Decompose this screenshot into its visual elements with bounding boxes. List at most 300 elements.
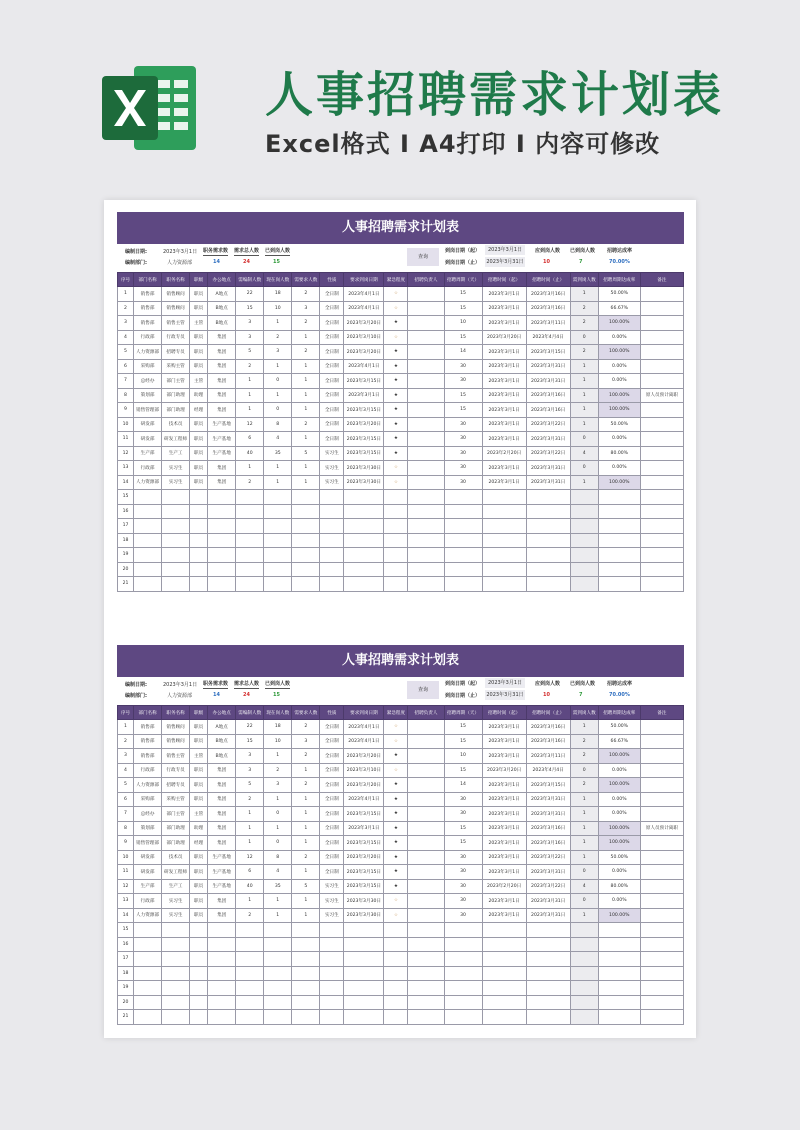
table-cell[interactable]	[292, 562, 320, 577]
table-cell[interactable]	[570, 577, 598, 592]
table-cell[interactable]	[444, 923, 482, 938]
table-cell[interactable]: 技术员	[162, 850, 190, 865]
table-cell[interactable]	[208, 577, 236, 592]
table-cell[interactable]: 2023年3月1日	[482, 865, 526, 880]
table-cell[interactable]: 1	[292, 330, 320, 345]
table-cell[interactable]	[482, 548, 526, 563]
table-cell[interactable]: 2023年3月1日	[482, 734, 526, 749]
table-cell[interactable]	[384, 490, 408, 505]
table-cell[interactable]: 2023年3月16日	[526, 720, 570, 735]
table-cell[interactable]: 5	[236, 345, 264, 360]
table-cell[interactable]: 全日制	[320, 836, 344, 851]
table-cell[interactable]: 6	[118, 359, 134, 374]
table-cell[interactable]: 2	[570, 734, 598, 749]
table-cell[interactable]	[640, 403, 683, 418]
end-date-input[interactable]: 2023年3月31日	[486, 692, 524, 698]
table-cell[interactable]	[640, 807, 683, 822]
table-cell[interactable]: 100.00%	[598, 316, 640, 331]
table-cell[interactable]: 销售主管	[162, 749, 190, 764]
table-cell[interactable]	[408, 446, 444, 461]
table-cell[interactable]: 部门助理	[162, 388, 190, 403]
table-cell[interactable]	[482, 533, 526, 548]
table-cell[interactable]: 总经办	[134, 807, 162, 822]
table-cell[interactable]: 1	[264, 461, 292, 476]
table-cell[interactable]	[408, 792, 444, 807]
table-cell[interactable]	[408, 720, 444, 735]
table-cell[interactable]: 15	[118, 490, 134, 505]
table-cell[interactable]: 集团	[208, 388, 236, 403]
table-cell[interactable]	[134, 952, 162, 967]
urgency-star-icon[interactable]: ☆	[384, 763, 408, 778]
table-cell[interactable]	[408, 403, 444, 418]
table-cell[interactable]: 全日制	[320, 792, 344, 807]
table-cell[interactable]	[264, 548, 292, 563]
table-cell[interactable]	[190, 937, 208, 952]
table-cell[interactable]: 30	[444, 461, 482, 476]
table-cell[interactable]	[408, 359, 444, 374]
table-cell[interactable]	[640, 952, 683, 967]
table-cell[interactable]: 1	[292, 403, 320, 418]
table-cell[interactable]	[292, 981, 320, 996]
table-cell[interactable]	[236, 490, 264, 505]
table-cell[interactable]: 2023年4月1日	[344, 287, 384, 302]
table-cell[interactable]: 2023年3月1日	[482, 778, 526, 793]
table-cell[interactable]: 部门助理	[162, 821, 190, 836]
table-cell[interactable]: 2023年3月22日	[526, 850, 570, 865]
table-cell[interactable]	[526, 577, 570, 592]
table-cell[interactable]: 11	[118, 865, 134, 880]
table-cell[interactable]: 行政部	[134, 763, 162, 778]
table-cell[interactable]: 职员	[190, 763, 208, 778]
table-cell[interactable]: 30	[444, 807, 482, 822]
table-cell[interactable]: 15	[444, 821, 482, 836]
table-cell[interactable]: 2023年3月31日	[526, 894, 570, 909]
table-cell[interactable]: 2023年3月31日	[526, 432, 570, 447]
table-cell[interactable]: 2023年4月1日	[344, 301, 384, 316]
urgency-star-icon[interactable]: ★	[384, 807, 408, 822]
table-cell[interactable]: 2	[292, 316, 320, 331]
table-cell[interactable]: 2023年3月15日	[526, 345, 570, 360]
table-cell[interactable]	[292, 490, 320, 505]
table-cell[interactable]	[408, 937, 444, 952]
query-button[interactable]: 查询	[407, 681, 439, 699]
table-cell[interactable]: 7	[118, 374, 134, 389]
table-cell[interactable]	[444, 995, 482, 1010]
table-cell[interactable]: 全日制	[320, 345, 344, 360]
table-cell[interactable]: 2023年3月20日	[344, 417, 384, 432]
table-cell[interactable]: 销售部	[134, 287, 162, 302]
table-cell[interactable]	[526, 1010, 570, 1025]
table-cell[interactable]	[526, 504, 570, 519]
table-cell[interactable]	[444, 981, 482, 996]
table-cell[interactable]: 职员	[190, 894, 208, 909]
table-cell[interactable]: 部门助理	[162, 836, 190, 851]
table-cell[interactable]	[408, 562, 444, 577]
table-cell[interactable]: 1	[570, 821, 598, 836]
table-cell[interactable]: 行政部	[134, 330, 162, 345]
table-cell[interactable]: 采购主管	[162, 792, 190, 807]
table-cell[interactable]: 15	[444, 301, 482, 316]
table-cell[interactable]	[292, 533, 320, 548]
table-cell[interactable]: 2023年3月1日	[344, 821, 384, 836]
table-cell[interactable]	[640, 432, 683, 447]
table-cell[interactable]: 职员	[190, 287, 208, 302]
table-cell[interactable]: 15	[444, 734, 482, 749]
table-cell[interactable]: 30	[444, 894, 482, 909]
table-cell[interactable]: 0	[570, 461, 598, 476]
table-cell[interactable]: 全日制	[320, 316, 344, 331]
table-cell[interactable]	[444, 952, 482, 967]
table-cell[interactable]	[208, 966, 236, 981]
table-cell[interactable]: 职员	[190, 908, 208, 923]
table-cell[interactable]: 2	[236, 475, 264, 490]
table-cell[interactable]	[320, 966, 344, 981]
table-cell[interactable]	[344, 1010, 384, 1025]
table-cell[interactable]	[162, 533, 190, 548]
table-cell[interactable]: 0	[570, 894, 598, 909]
table-cell[interactable]: 生产部	[134, 879, 162, 894]
table-cell[interactable]: 研发工程师	[162, 865, 190, 880]
table-cell[interactable]	[190, 995, 208, 1010]
urgency-star-icon[interactable]: ★	[384, 821, 408, 836]
table-cell[interactable]: 销售部	[134, 720, 162, 735]
table-cell[interactable]: 3	[264, 778, 292, 793]
table-cell[interactable]	[320, 562, 344, 577]
table-cell[interactable]	[444, 533, 482, 548]
table-cell[interactable]: 100.00%	[598, 403, 640, 418]
table-cell[interactable]	[640, 490, 683, 505]
table-cell[interactable]: 12	[118, 446, 134, 461]
table-cell[interactable]: 采购部	[134, 359, 162, 374]
table-cell[interactable]	[162, 952, 190, 967]
table-cell[interactable]	[162, 519, 190, 534]
table-cell[interactable]: 2023年3月20日	[482, 330, 526, 345]
table-cell[interactable]	[384, 504, 408, 519]
table-cell[interactable]	[482, 937, 526, 952]
table-cell[interactable]	[640, 548, 683, 563]
table-cell[interactable]: 2023年3月31日	[526, 461, 570, 476]
table-cell[interactable]	[640, 879, 683, 894]
table-cell[interactable]: 原人员预计离职	[640, 388, 683, 403]
table-cell[interactable]	[598, 519, 640, 534]
table-cell[interactable]: 8	[118, 821, 134, 836]
table-cell[interactable]: 1	[570, 388, 598, 403]
table-cell[interactable]	[190, 490, 208, 505]
table-cell[interactable]: 实习生	[320, 908, 344, 923]
table-cell[interactable]: 1	[264, 475, 292, 490]
table-cell[interactable]: 1	[236, 807, 264, 822]
table-cell[interactable]: 2023年3月16日	[526, 388, 570, 403]
table-cell[interactable]	[264, 533, 292, 548]
table-cell[interactable]: 0.00%	[598, 807, 640, 822]
table-cell[interactable]	[408, 734, 444, 749]
table-cell[interactable]: 100.00%	[598, 475, 640, 490]
table-cell[interactable]: 1	[236, 821, 264, 836]
table-cell[interactable]	[526, 519, 570, 534]
table-cell[interactable]: 销售部	[134, 749, 162, 764]
table-cell[interactable]	[408, 821, 444, 836]
table-cell[interactable]: 1	[570, 792, 598, 807]
table-cell[interactable]: 2023年3月1日	[482, 417, 526, 432]
table-cell[interactable]: 3	[292, 734, 320, 749]
table-cell[interactable]: 生产基地	[208, 865, 236, 880]
table-cell[interactable]	[598, 533, 640, 548]
table-cell[interactable]	[640, 763, 683, 778]
table-cell[interactable]: 5	[236, 778, 264, 793]
table-cell[interactable]: 50.00%	[598, 850, 640, 865]
table-cell[interactable]: 2	[118, 301, 134, 316]
table-cell[interactable]	[236, 1010, 264, 1025]
table-cell[interactable]	[570, 490, 598, 505]
start-date-input[interactable]: 2023年3月1日	[485, 678, 525, 688]
table-cell[interactable]: 职员	[190, 446, 208, 461]
table-cell[interactable]	[570, 966, 598, 981]
table-cell[interactable]	[640, 374, 683, 389]
table-cell[interactable]: 1	[292, 475, 320, 490]
table-cell[interactable]: 50.00%	[598, 417, 640, 432]
table-cell[interactable]	[444, 966, 482, 981]
table-cell[interactable]	[408, 577, 444, 592]
table-cell[interactable]	[134, 966, 162, 981]
table-cell[interactable]	[344, 923, 384, 938]
table-cell[interactable]: 技术员	[162, 417, 190, 432]
table-cell[interactable]: 2023年3月31日	[526, 908, 570, 923]
table-cell[interactable]: 2023年3月1日	[482, 287, 526, 302]
table-cell[interactable]: 19	[118, 548, 134, 563]
table-cell[interactable]	[640, 446, 683, 461]
urgency-star-icon[interactable]: ☆	[384, 720, 408, 735]
table-cell[interactable]: 15	[444, 403, 482, 418]
table-cell[interactable]: 0	[570, 432, 598, 447]
table-cell[interactable]	[134, 937, 162, 952]
table-cell[interactable]	[264, 952, 292, 967]
urgency-star-icon[interactable]: ☆	[384, 475, 408, 490]
table-cell[interactable]: 2023年3月1日	[482, 749, 526, 764]
table-cell[interactable]: 22	[236, 287, 264, 302]
table-cell[interactable]	[482, 952, 526, 967]
table-cell[interactable]	[408, 778, 444, 793]
table-cell[interactable]: 0	[570, 865, 598, 880]
table-cell[interactable]: 集团	[208, 345, 236, 360]
table-cell[interactable]: 8	[264, 850, 292, 865]
table-cell[interactable]	[640, 778, 683, 793]
table-cell[interactable]: 21	[118, 577, 134, 592]
table-cell[interactable]: 0.00%	[598, 374, 640, 389]
table-cell[interactable]: 1	[236, 403, 264, 418]
table-cell[interactable]: 5	[292, 879, 320, 894]
table-cell[interactable]	[640, 908, 683, 923]
table-cell[interactable]	[190, 1010, 208, 1025]
table-cell[interactable]	[408, 461, 444, 476]
table-cell[interactable]	[208, 490, 236, 505]
table-cell[interactable]: 1	[570, 807, 598, 822]
table-cell[interactable]	[444, 490, 482, 505]
table-cell[interactable]: 66.67%	[598, 301, 640, 316]
table-cell[interactable]: 100.00%	[598, 749, 640, 764]
table-cell[interactable]	[134, 923, 162, 938]
table-cell[interactable]: 全日制	[320, 374, 344, 389]
table-cell[interactable]: 职员	[190, 734, 208, 749]
table-cell[interactable]: 1	[570, 720, 598, 735]
table-cell[interactable]	[320, 995, 344, 1010]
table-cell[interactable]	[570, 504, 598, 519]
table-cell[interactable]	[640, 995, 683, 1010]
table-cell[interactable]: 1	[292, 388, 320, 403]
table-cell[interactable]: 2023年3月15日	[344, 403, 384, 418]
table-cell[interactable]: 集团	[208, 475, 236, 490]
table-cell[interactable]: 生产基地	[208, 417, 236, 432]
table-cell[interactable]	[640, 577, 683, 592]
table-cell[interactable]: 20	[118, 995, 134, 1010]
table-cell[interactable]: 2023年3月11日	[526, 749, 570, 764]
table-cell[interactable]	[444, 562, 482, 577]
table-cell[interactable]: 生产部	[134, 446, 162, 461]
table-cell[interactable]	[640, 720, 683, 735]
table-cell[interactable]: 全日制	[320, 403, 344, 418]
table-cell[interactable]	[598, 577, 640, 592]
table-cell[interactable]: B地点	[208, 749, 236, 764]
table-cell[interactable]: 1	[264, 749, 292, 764]
table-cell[interactable]: 2023年3月20日	[344, 316, 384, 331]
table-cell[interactable]: 2	[570, 301, 598, 316]
table-cell[interactable]: 5	[118, 778, 134, 793]
table-cell[interactable]	[408, 417, 444, 432]
table-cell[interactable]: 1	[264, 388, 292, 403]
table-cell[interactable]: 0.00%	[598, 792, 640, 807]
table-cell[interactable]: 1	[264, 316, 292, 331]
urgency-star-icon[interactable]: ★	[384, 850, 408, 865]
table-cell[interactable]: 2023年3月16日	[526, 301, 570, 316]
table-cell[interactable]	[162, 981, 190, 996]
table-cell[interactable]	[344, 519, 384, 534]
urgency-star-icon[interactable]: ☆	[384, 330, 408, 345]
table-cell[interactable]: 3	[236, 749, 264, 764]
table-cell[interactable]: 3	[118, 749, 134, 764]
table-cell[interactable]	[208, 923, 236, 938]
table-cell[interactable]	[344, 995, 384, 1010]
table-cell[interactable]: 集团	[208, 894, 236, 909]
table-cell[interactable]: 1	[570, 403, 598, 418]
table-cell[interactable]: 2023年3月16日	[526, 734, 570, 749]
table-cell[interactable]	[264, 966, 292, 981]
table-cell[interactable]: 4	[118, 330, 134, 345]
table-cell[interactable]: 实习生	[162, 908, 190, 923]
table-cell[interactable]: 主管	[190, 374, 208, 389]
table-cell[interactable]: 2	[236, 359, 264, 374]
table-cell[interactable]	[384, 937, 408, 952]
table-cell[interactable]: 1	[264, 792, 292, 807]
table-cell[interactable]: 生产工	[162, 446, 190, 461]
table-cell[interactable]: 2023年3月15日	[344, 446, 384, 461]
table-cell[interactable]	[526, 952, 570, 967]
table-cell[interactable]: 1	[292, 461, 320, 476]
table-cell[interactable]: 7	[118, 807, 134, 822]
table-cell[interactable]: 66.67%	[598, 734, 640, 749]
table-cell[interactable]: 1	[292, 821, 320, 836]
table-cell[interactable]	[384, 533, 408, 548]
urgency-star-icon[interactable]: ★	[384, 403, 408, 418]
table-cell[interactable]	[320, 952, 344, 967]
table-cell[interactable]	[320, 577, 344, 592]
table-cell[interactable]	[344, 533, 384, 548]
table-cell[interactable]: 实习生	[320, 475, 344, 490]
table-cell[interactable]: 2023年3月1日	[482, 316, 526, 331]
table-cell[interactable]: 全日制	[320, 763, 344, 778]
table-cell[interactable]	[344, 937, 384, 952]
urgency-star-icon[interactable]: ★	[384, 792, 408, 807]
table-cell[interactable]	[236, 937, 264, 952]
table-cell[interactable]	[640, 836, 683, 851]
table-cell[interactable]: 2023年2月20日	[482, 879, 526, 894]
table-cell[interactable]	[384, 519, 408, 534]
table-cell[interactable]	[292, 577, 320, 592]
urgency-star-icon[interactable]: ★	[384, 432, 408, 447]
table-cell[interactable]	[408, 981, 444, 996]
table-cell[interactable]: 1	[570, 850, 598, 865]
table-cell[interactable]: 0.00%	[598, 359, 640, 374]
table-cell[interactable]: 8	[118, 388, 134, 403]
table-cell[interactable]	[292, 519, 320, 534]
table-cell[interactable]: 部门主管	[162, 807, 190, 822]
table-cell[interactable]: 12	[118, 879, 134, 894]
table-cell[interactable]: 人力资源部	[134, 475, 162, 490]
table-cell[interactable]	[640, 417, 683, 432]
table-cell[interactable]	[482, 981, 526, 996]
table-cell[interactable]: 2023年3月10日	[344, 330, 384, 345]
table-cell[interactable]	[134, 562, 162, 577]
table-cell[interactable]: 12	[236, 850, 264, 865]
table-cell[interactable]	[208, 548, 236, 563]
table-cell[interactable]: 生产基地	[208, 432, 236, 447]
table-cell[interactable]	[384, 952, 408, 967]
table-cell[interactable]	[640, 966, 683, 981]
table-cell[interactable]: 0.00%	[598, 865, 640, 880]
urgency-star-icon[interactable]: ★	[384, 374, 408, 389]
table-cell[interactable]: 4	[264, 432, 292, 447]
table-cell[interactable]: 2023年3月31日	[526, 865, 570, 880]
table-cell[interactable]: 2023年3月16日	[526, 403, 570, 418]
table-cell[interactable]	[344, 562, 384, 577]
table-cell[interactable]: 3	[236, 330, 264, 345]
table-cell[interactable]: 1	[292, 763, 320, 778]
table-cell[interactable]: 全日制	[320, 417, 344, 432]
table-cell[interactable]: 0	[264, 836, 292, 851]
table-cell[interactable]: 0.00%	[598, 330, 640, 345]
table-cell[interactable]	[408, 995, 444, 1010]
table-cell[interactable]	[640, 865, 683, 880]
table-cell[interactable]: 行政专员	[162, 330, 190, 345]
table-cell[interactable]	[640, 461, 683, 476]
table-cell[interactable]: 职员	[190, 330, 208, 345]
table-cell[interactable]: 部门助理	[162, 403, 190, 418]
table-cell[interactable]	[598, 952, 640, 967]
table-cell[interactable]: 人力资源部	[134, 778, 162, 793]
table-cell[interactable]	[134, 490, 162, 505]
table-cell[interactable]: 1	[292, 836, 320, 851]
table-cell[interactable]	[444, 577, 482, 592]
table-cell[interactable]	[526, 548, 570, 563]
table-cell[interactable]	[526, 923, 570, 938]
urgency-star-icon[interactable]: ★	[384, 316, 408, 331]
table-cell[interactable]	[208, 1010, 236, 1025]
table-cell[interactable]: 2023年3月20日	[344, 850, 384, 865]
table-cell[interactable]: 经理	[190, 836, 208, 851]
table-cell[interactable]: 全日制	[320, 865, 344, 880]
table-cell[interactable]: 集团	[208, 330, 236, 345]
table-cell[interactable]: 2023年3月22日	[526, 417, 570, 432]
table-cell[interactable]	[408, 749, 444, 764]
table-cell[interactable]: 行政部	[134, 894, 162, 909]
